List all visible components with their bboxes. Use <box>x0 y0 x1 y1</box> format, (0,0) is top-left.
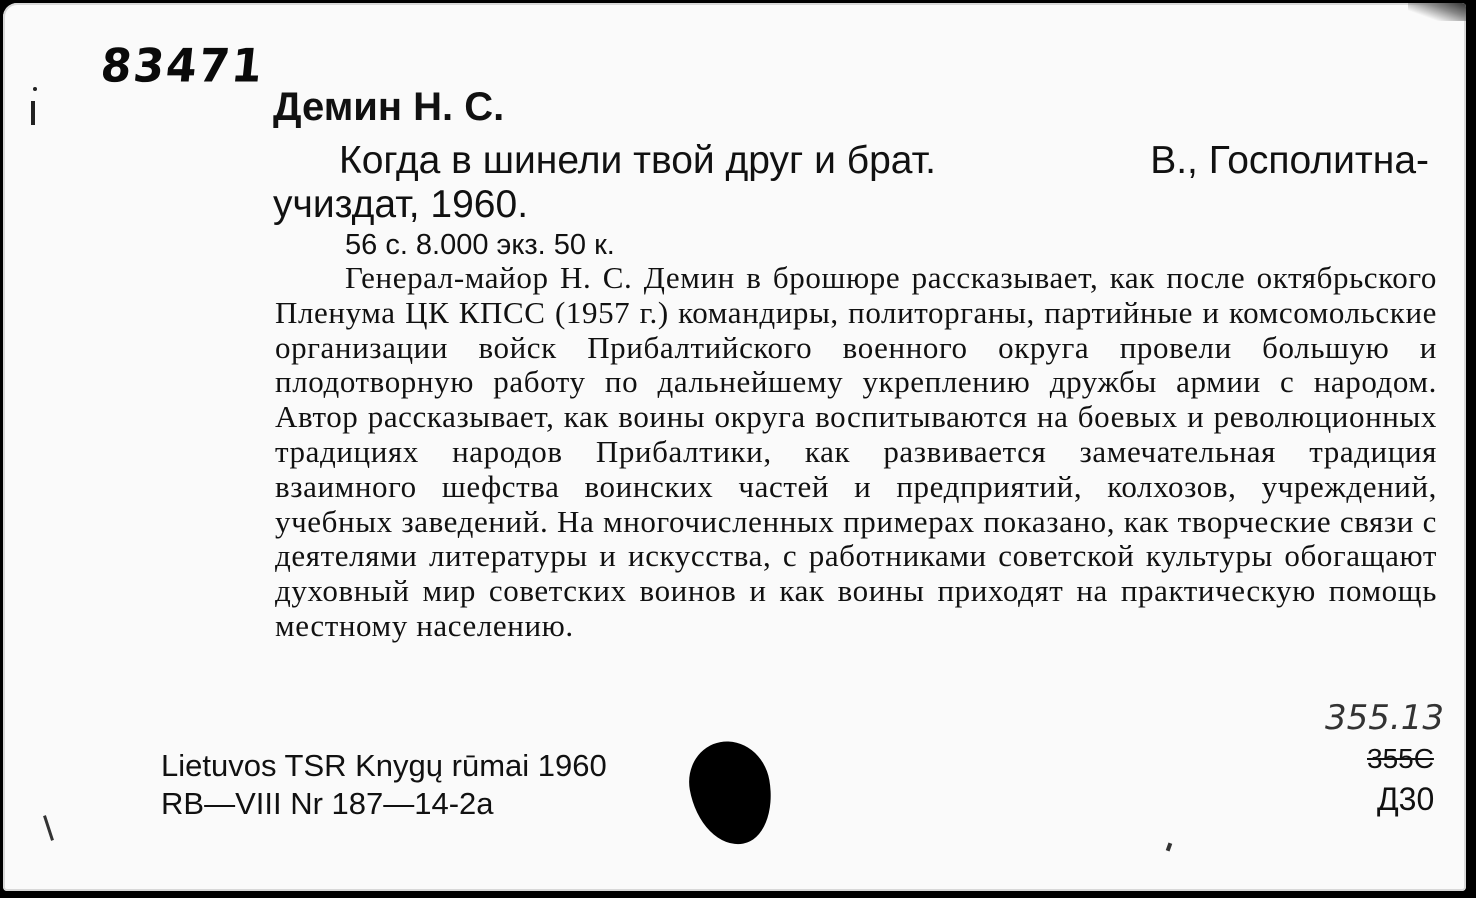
book-chamber-imprint <box>161 747 607 823</box>
inventory-number: 83471 <box>98 39 267 94</box>
book-chamber-line-2: RB—VIII Nr 187—14-2a <box>161 786 494 821</box>
annotation: Генерал-майор Н. С. Демин в брошюре рассказывает, как после октябрьского Пленума ЦК КПСС (1957 г.) командиры, политорганы, партийные и комсомольские организации войск Прибалтийского военного округа провели большую и плодотворную работу по дальнейшему укреплению дружбы армии с народом. Автор рассказывает, как воины округа воспитываются на боевых и революционных традициях народов Прибалтики, как развивается замечательная традиция взаимного шефства воинских частей и предприятий, колхозов, учреждений, учебных заведений. На многочисленных примерах показано, как творческие связи с деятелями литературы и искусства, с работниками советской культуры обогащают духовный мир советских воинов и как воины приходят на практическую помощь местному населению. <box>275 260 1437 643</box>
catalog-card <box>3 3 1466 891</box>
paper-speck <box>1166 843 1172 852</box>
book-title: Когда в шинели твой друг и брат. <box>339 139 936 182</box>
classification-code: Д30 <box>1377 781 1435 817</box>
book-chamber-line-1: Lietuvos TSR Knygų rūmai 1960 <box>161 748 607 783</box>
classification-handwritten: 355.13 <box>1325 698 1444 738</box>
collation: 56 с. 8.000 экз. 50 к. <box>345 229 615 261</box>
author-heading: Демин Н. С. <box>273 85 505 129</box>
margin-dot <box>33 87 37 91</box>
publisher-start: В., Госполитна- <box>1150 139 1429 182</box>
ink-blot <box>683 735 780 851</box>
margin-mark <box>31 101 35 125</box>
card-corner-shadow <box>1408 3 1466 21</box>
margin-tick <box>43 815 54 841</box>
title-line <box>339 139 1429 183</box>
publisher-end: учиздат, 1960. <box>273 183 529 226</box>
classification-struck: 355С <box>1367 743 1434 774</box>
